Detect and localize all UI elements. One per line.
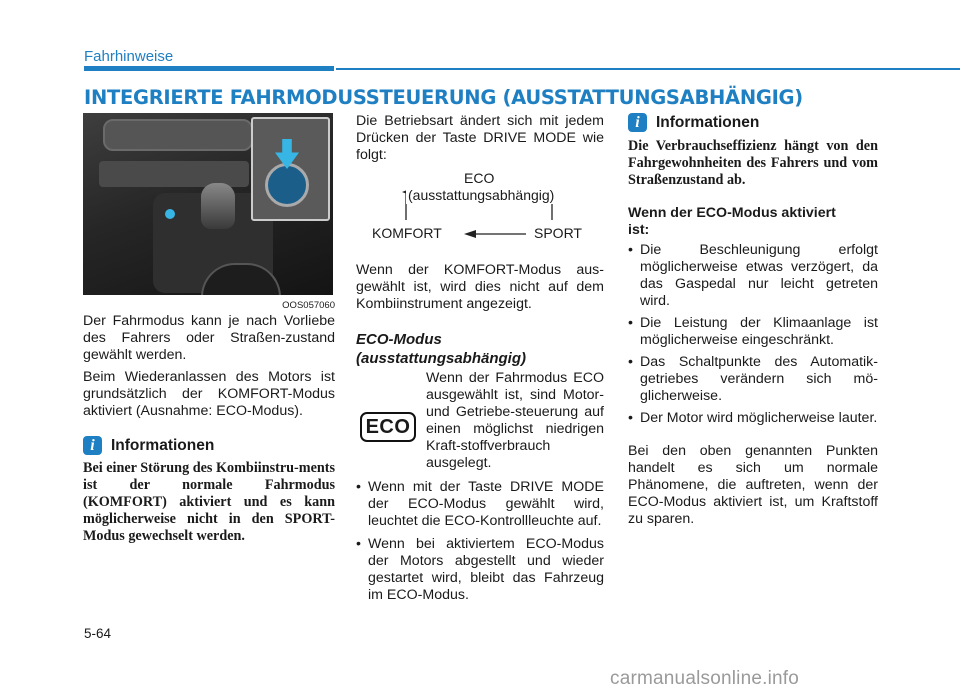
info-icon: i bbox=[83, 436, 102, 455]
diagram-komfort-label: KOMFORT bbox=[372, 225, 442, 241]
header-rule-thick bbox=[84, 66, 334, 71]
photo-code: OOS057060 bbox=[282, 300, 335, 311]
diagram-sport-label: SPORT bbox=[534, 225, 582, 241]
eco-block bbox=[356, 370, 604, 472]
section-label: Fahrhinweise bbox=[84, 48, 174, 65]
list-item: • Die Leistung der Klimaanlage ist möglicherweise eingeschränkt. bbox=[628, 315, 878, 349]
column-middle bbox=[356, 113, 604, 604]
list-item: • Das Schaltpunkte des Automatik-getriebes verändern sich mö-glicherweise. bbox=[628, 354, 878, 405]
diagram-eco-note: (ausstattungsabhängig) bbox=[408, 187, 555, 203]
switch-panel bbox=[99, 161, 249, 187]
eco-paragraph: Wenn der Fahrmodus ECO ausgewählt ist, sind Motor- und Getriebe-steuerung auf einen möglichst niedrigen Kraft-stoffverbrauch ausgelegt. bbox=[426, 370, 604, 471]
eco-active-heading: Wenn der ECO-Modus aktiviert ist: bbox=[628, 205, 836, 238]
watermark: carmanualsonline.info bbox=[610, 668, 800, 689]
closing-paragraph: Bei den oben genannten Punkten handelt es sich um normale Phänomene, die auftreten, wenn der ECO-Modus aktiviert ist, um Kraftstoff zu sparen. bbox=[628, 443, 878, 527]
eco-bullet-list bbox=[356, 479, 604, 604]
list-item: • Die Beschleunigung erfolgt möglicherweise etwas verzögert, da das Gaspedal nur leicht getreten wird. bbox=[628, 242, 878, 310]
drive-mode-button-photo bbox=[83, 113, 333, 295]
intro-paragraph: Der Fahrmodus kann je nach Vorliebe des Fahrers oder Straßen-zustand gewählt werden. bbox=[83, 313, 335, 363]
page-title: INTEGRIERTE FAHRMODUSSTEUERUNG (AUSSTATTUNGSABHÄNGIG) bbox=[84, 86, 803, 109]
mode-cycle-paragraph: Die Betriebsart ändert sich mit jedem Drücken der Taste DRIVE MODE wie folgt: bbox=[356, 113, 604, 163]
komfort-paragraph: Wenn der KOMFORT-Modus aus-gewählt ist, wird dies nicht auf dem Kombiinstrument angezeigt. bbox=[356, 262, 604, 312]
info-text: Bei einer Störung des Kombiinstru-ments ist der normale Fahrmodus (KOMFORT) aktiviert und es kann möglicherweise nicht in den SPORT-Modus gewechselt werden. bbox=[83, 460, 335, 544]
column-left bbox=[83, 113, 335, 545]
eco-heading-line1: ECO-Modus bbox=[356, 331, 442, 348]
restart-paragraph: Beim Wiederanlassen des Motors ist grundsätzlich der KOMFORT-Modus aktiviert (Ausnahme: ECO-Modus). bbox=[83, 369, 335, 419]
mode-cycle-diagram bbox=[356, 170, 604, 248]
info-heading bbox=[628, 113, 878, 132]
info-title: Informationen bbox=[656, 114, 760, 131]
list-item: • Wenn bei aktiviertem ECO-Modus der Motors abgestellt und wieder gestartet wird, bleibt das Fahrzeug im ECO-Modus. bbox=[356, 536, 604, 604]
list-item: • Der Motor wird möglicherweise lauter. bbox=[628, 410, 878, 427]
page-number: 5-64 bbox=[84, 626, 112, 641]
column-right bbox=[628, 113, 878, 528]
header-rule-thin bbox=[336, 68, 960, 70]
gear-shift-knob bbox=[201, 183, 235, 229]
button-location-marker bbox=[165, 209, 175, 219]
diagram-eco-label: ECO bbox=[464, 170, 495, 186]
list-item: • Wenn mit der Taste DRIVE MODE der ECO-Modus gewählt wird, leuchtet die ECO-Kontrollleuchte auf. bbox=[356, 479, 604, 530]
info-text: Die Verbrauchseffizienz hängt von den Fahrgewohnheiten des Fahrers und vom Straßenzustand ab. bbox=[628, 138, 878, 188]
info-heading bbox=[83, 436, 335, 455]
info-title: Informationen bbox=[111, 437, 215, 454]
eco-effects-list bbox=[628, 242, 878, 427]
info-icon: i bbox=[628, 113, 647, 132]
eco-heading bbox=[356, 330, 604, 368]
eco-heading-line2: (ausstattungsabhängig) bbox=[356, 350, 527, 367]
drive-mode-button bbox=[265, 163, 309, 207]
eco-indicator-icon: ECO bbox=[360, 412, 416, 442]
air-vent bbox=[103, 119, 253, 151]
